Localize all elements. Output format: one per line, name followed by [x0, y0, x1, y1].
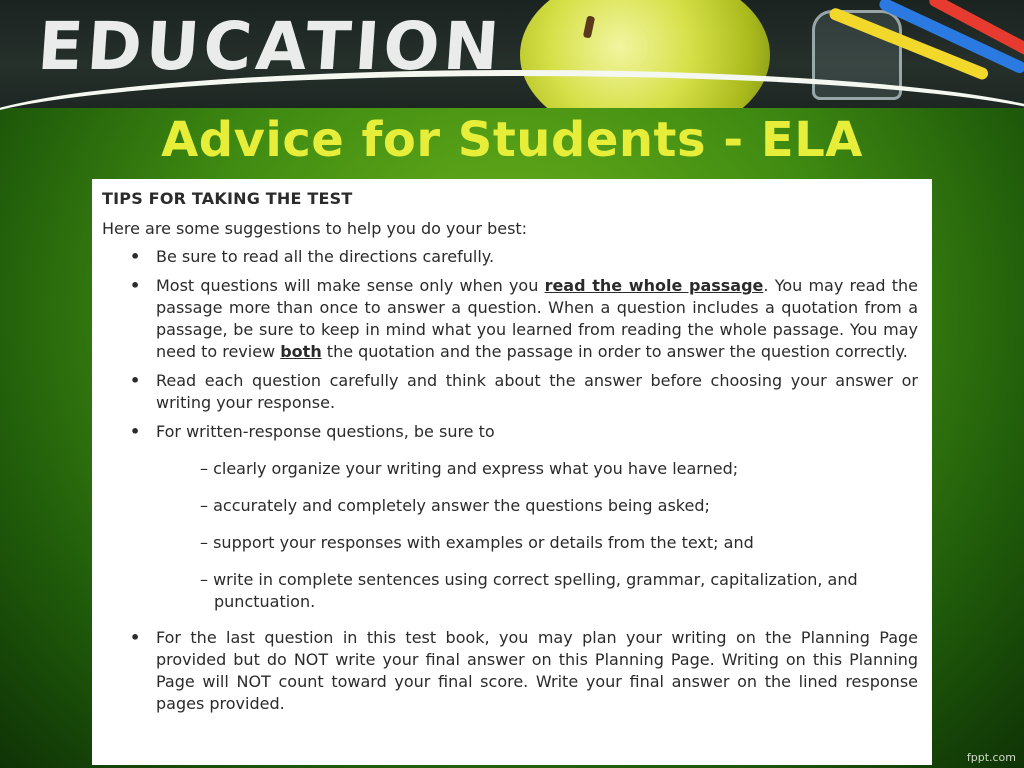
sub-list — [102, 458, 918, 613]
text-segment: the quotation and the passage in order to answer the question correctly. — [321, 342, 908, 361]
bullet-icon: • — [130, 276, 141, 295]
banner-word: EDUCATION — [35, 8, 506, 85]
bullet-text: Be sure to read all the directions carefully. — [156, 247, 495, 266]
bullet-item — [102, 246, 918, 268]
sub-item: – clearly organize your writing and express what you have learned; — [200, 459, 739, 478]
bullet-item — [102, 627, 918, 715]
bullet-icon: • — [130, 422, 141, 441]
bullet-item — [102, 421, 918, 443]
bullet-item — [102, 370, 918, 414]
sub-item: – accurately and completely answer the questions being asked; — [200, 496, 710, 515]
sub-item: – support your responses with examples or details from the text; and — [200, 533, 754, 552]
bullet-text: Read each question carefully and think about the answer before choosing your answer or writing your response. — [156, 371, 918, 412]
watermark: fppt.com — [966, 751, 1016, 764]
doc-heading: TIPS FOR TAKING THE TEST — [102, 189, 353, 208]
tips-document — [92, 179, 932, 765]
sub-item: – write in complete sentences using correct spelling, grammar, capitalization, and punctuation. — [200, 570, 858, 611]
bullet-icon: • — [130, 247, 141, 266]
bullet-icon: • — [130, 371, 141, 390]
bullet-item — [102, 275, 918, 363]
slide-title: Advice for Students - ELA — [161, 112, 863, 168]
text-segment: . You may read the passage more than once to answer a question. When a question includes a quotation from a passage, be sure to keep in mind what you learned from reading the whole passage. You may need to review — [156, 276, 919, 361]
underlined-word: both — [280, 342, 322, 361]
underlined-phrase: read the whole passage — [544, 276, 764, 295]
text-segment: Most questions will make sense only when you — [156, 276, 545, 295]
doc-intro: Here are some suggestions to help you do your best: — [102, 219, 528, 238]
bullet-text: For the last question in this test book, you may plan your writing on the Planning Page provided but do NOT write your final answer on this Planning Page. Writing on this Planning Page will NOT count toward your final score. Write your final answer on the lined response pages provided. — [156, 628, 918, 713]
bullet-text: For written-response questions, be sure to — [156, 422, 495, 441]
bullet-text — [156, 275, 918, 363]
bullet-icon: • — [130, 628, 141, 647]
